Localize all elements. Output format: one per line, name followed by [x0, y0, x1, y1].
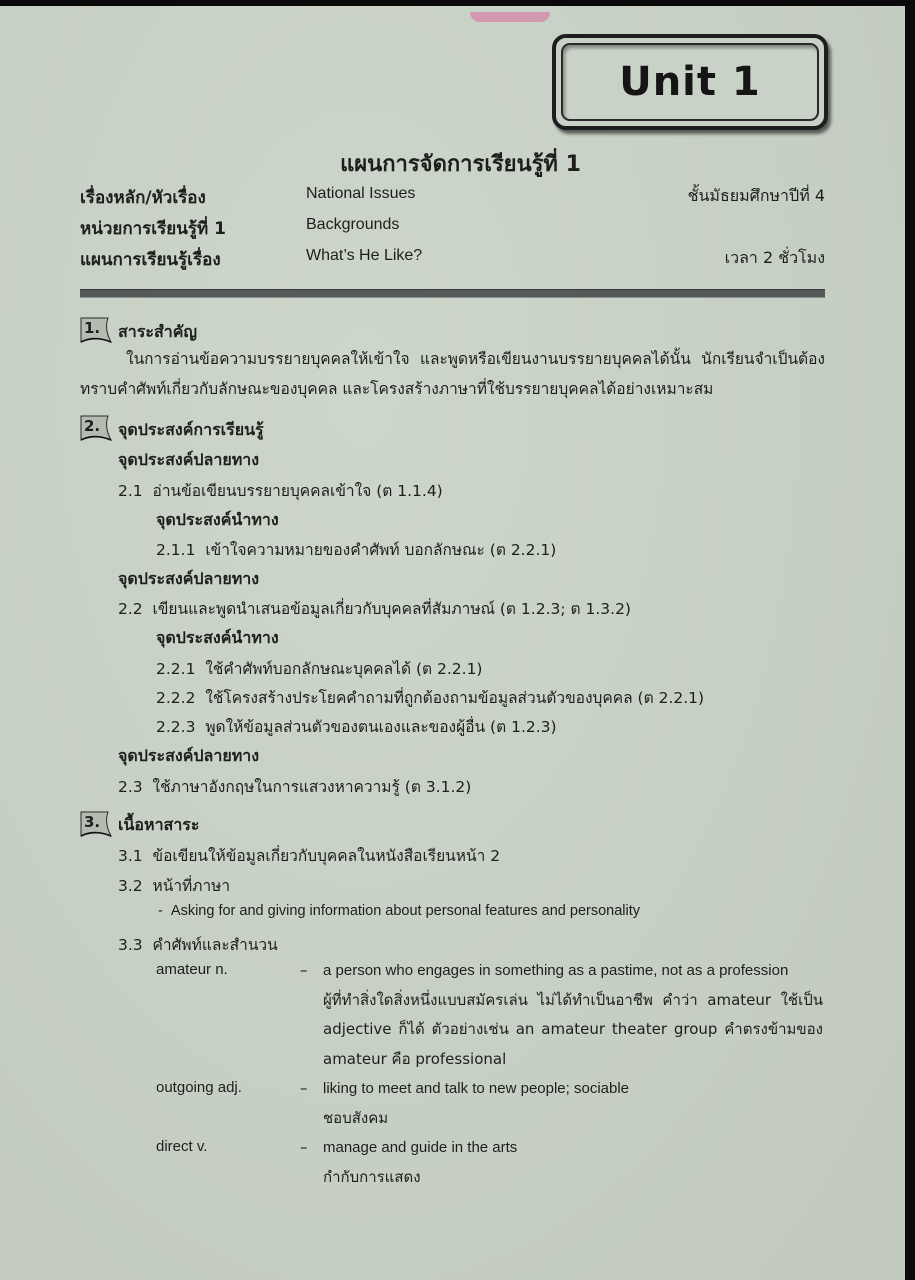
item-number: 2.2.1 [156, 660, 196, 678]
section-number: 3. [84, 813, 101, 831]
objective-subheading: จุดประสงค์นำทาง [156, 510, 279, 529]
objective-subheading: จุดประสงค์ปลายทาง [118, 746, 260, 765]
meta-row-plan [80, 246, 825, 274]
language-function-item [158, 903, 640, 919]
item-text: เขียนและพูดนำเสนอข้อมูลเกี่ยวกับบุคคลที่สัมภาษณ์ (ต 1.2.3; ต 1.3.2) [152, 600, 631, 618]
item-text: อ่านข้อเขียนบรรยายบุคคลเข้าใจ (ต 1.1.4) [152, 482, 443, 500]
section-badge-1 [80, 316, 114, 342]
definition-en: liking to meet and talk to new people; sociable [323, 1080, 630, 1097]
content-item [118, 873, 230, 898]
pink-tab-mark [470, 12, 550, 22]
objective-item [156, 685, 704, 710]
objective-item [118, 478, 443, 503]
meta-key: เรื่องหลัก/หัวเรื่อง [80, 188, 206, 208]
vocab-definition [323, 1133, 823, 1192]
document-page [0, 6, 905, 1280]
definition-en: manage and guide in the arts [323, 1139, 518, 1156]
section-paragraph: ในการอ่านข้อความบรรยายบุคคลให้เข้าใจ และพูดหรือเขียนงานบรรยายบุคคลได้นั้น นักเรียนจำเป็นต้องทราบคำศัพท์เกี่ยวกับลักษณะของบุคคล และโครงสร้างภาษาที่ใช้บรรยายบุคคลได้อย่างเหมาะสม [80, 350, 825, 398]
header-divider [80, 289, 825, 298]
definition-th: กำกับการแสดง [323, 1167, 421, 1186]
objective-item [156, 714, 557, 739]
section-badge-2 [80, 414, 114, 440]
definition-th: ผู้ที่ทำสิ่งใดสิ่งหนึ่งแบบสมัครเล่น ไม่ได้ทำเป็นอาชีพ คำว่า amateur ใช้เป็น adjective ก็ได้ ตัวอย่างเช่น an amateur theater group คำตรงข้ามของ amateur คือ professional [323, 990, 823, 1068]
content-item [118, 843, 500, 868]
definition-en: a person who engages in something as a pastime, not as a profession [323, 962, 789, 979]
objective-item [118, 774, 471, 799]
section-heading: สาระสำคัญ [118, 322, 198, 341]
item-text: หน้าที่ภาษา [152, 877, 231, 895]
item-number: 3.1 [118, 847, 143, 865]
unit-badge [552, 34, 828, 130]
item-text: คำศัพท์และสำนวน [152, 936, 278, 954]
item-text: Asking for and giving information about personal features and personality [170, 903, 641, 919]
item-number: 2.2.2 [156, 689, 196, 707]
vocab-term: outgoing adj. [156, 1079, 242, 1096]
meta-value: What’s He Like? [306, 247, 423, 264]
vocab-term: amateur n. [156, 961, 228, 978]
objective-subheading: จุดประสงค์ปลายทาง [118, 569, 260, 588]
bullet-dash: - [158, 903, 163, 919]
objective-item [156, 656, 482, 681]
vocab-definition [323, 956, 823, 1074]
item-number: 3.3 [118, 936, 143, 954]
objective-item [118, 596, 631, 621]
section-heading: จุดประสงค์การเรียนรู้ [118, 420, 264, 439]
vocab-dash: – [300, 1079, 308, 1097]
section-number: 2. [84, 417, 101, 435]
section-heading: เนื้อหาสาระ [118, 815, 200, 834]
definition-th: ชอบสังคม [323, 1108, 389, 1127]
meta-grade: ชั้นมัธยมศึกษาปีที่ 4 [687, 186, 825, 205]
meta-value: Backgrounds [306, 216, 400, 233]
item-text: ข้อเขียนให้ข้อมูลเกี่ยวกับบุคคลในหนังสือเรียนหน้า 2 [152, 847, 501, 865]
item-number: 2.3 [118, 778, 143, 796]
item-number: 2.1 [118, 482, 143, 500]
objective-item [156, 537, 556, 562]
item-text: ใช้โครงสร้างประโยคคำถามที่ถูกต้องถามข้อมูลส่วนตัวของบุคคล (ต 2.2.1) [205, 689, 705, 707]
vocab-definition [323, 1074, 823, 1133]
item-text: ใช้ภาษาอังกฤษในการแสวงหาความรู้ (ต 3.1.2) [152, 778, 472, 796]
item-number: 2.2.3 [156, 718, 196, 736]
item-number: 2.1.1 [156, 541, 196, 559]
item-text: เข้าใจความหมายของคำศัพท์ บอกลักษณะ (ต 2.2.1) [205, 541, 557, 559]
meta-row-topic [80, 184, 825, 212]
meta-duration: เวลา 2 ชั่วโมง [724, 248, 825, 267]
vocab-dash: – [300, 961, 308, 979]
unit-label: Unit 1 [619, 59, 761, 105]
page-title: แผนการจัดการเรียนรู้ที่ 1 [340, 152, 581, 177]
item-text: พูดให้ข้อมูลส่วนตัวของตนเองและของผู้อื่น (ต 1.2.3) [205, 718, 557, 736]
vocab-term: direct v. [156, 1138, 208, 1155]
meta-row-unit [80, 215, 825, 243]
meta-key: หน่วยการเรียนรู้ที่ 1 [80, 219, 226, 239]
item-text: ใช้คำศัพท์บอกลักษณะบุคคลได้ (ต 2.2.1) [205, 660, 483, 678]
vocab-dash: – [300, 1138, 308, 1156]
item-number: 2.2 [118, 600, 143, 618]
meta-key: แผนการเรียนรู้เรื่อง [80, 250, 221, 270]
section-number: 1. [84, 319, 101, 337]
objective-subheading: จุดประสงค์ปลายทาง [118, 450, 260, 469]
item-number: 3.2 [118, 877, 143, 895]
meta-value: National Issues [306, 185, 416, 202]
content-item [118, 932, 278, 957]
objective-subheading: จุดประสงค์นำทาง [156, 628, 279, 647]
section-badge-3 [80, 810, 114, 836]
